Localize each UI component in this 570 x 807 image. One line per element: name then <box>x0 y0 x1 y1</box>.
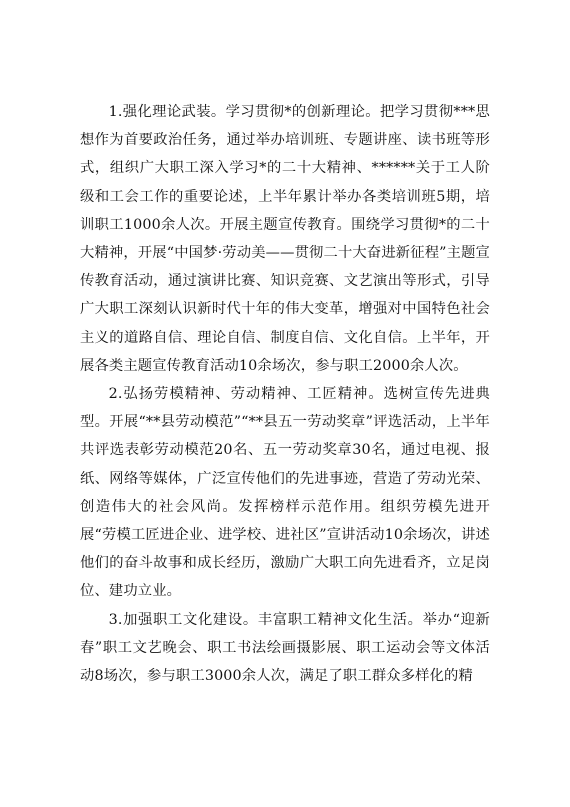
paragraph-model-worker-spirit: 2.弘扬劳模精神、劳动精神、工匠精神。选树宣传先进典型。开展“**县劳动模范”“**县五一劳动奖章”评选活动，上半年共评选表彰劳动模范20名、五一劳动奖章30名，通过电视、报纸、网络等媒体，广泛宣传他们的先进事迹，营造了劳动光荣、创造伟大的社会风尚。发挥榜样示范作用。组织劳模先进开展“劳模工匠进企业、进学校、进社区”宣讲活动10余场次，讲述他们的奋斗故事和成长经历，激励广大职工向先进看齐，立足岗位、建功立业。 <box>80 386 490 600</box>
document-body <box>80 98 490 690</box>
paragraph-worker-culture: 3.加强职工文化建设。丰富职工精神文化生活。举办“迎新春”职工文艺晚会、职工书法绘画摄影展、职工运动会等文体活动8场次，参与职工3000余人次，满足了职工群众多样化的精 <box>80 611 490 685</box>
paragraph-theory-study: 1.强化理论武装。学习贯彻*的创新理论。把学习贯彻***思想作为首要政治任务，通过举办培训班、专题讲座、读书班等形式，组织广大职工深入学习*的二十大精神、******关于工人阶级和工会工作的重要论述，上半年累计举办各类培训班5期，培训职工1000余人次。开展主题宣传教育。围绕学习贯彻*的二十大精神，开展“中国梦·劳动美——贯彻二十大奋进新征程”主题宣传教育活动，通过演讲比赛、知识竞赛、文艺演出等形式，引导广大职工深刻认识新时代十年的伟大变革，增强对中国特色社会主义的道路自信、理论自信、制度自信、文化自信。上半年，开展各类主题宣传教育活动10余场次，参与职工2000余人次。 <box>80 104 490 374</box>
